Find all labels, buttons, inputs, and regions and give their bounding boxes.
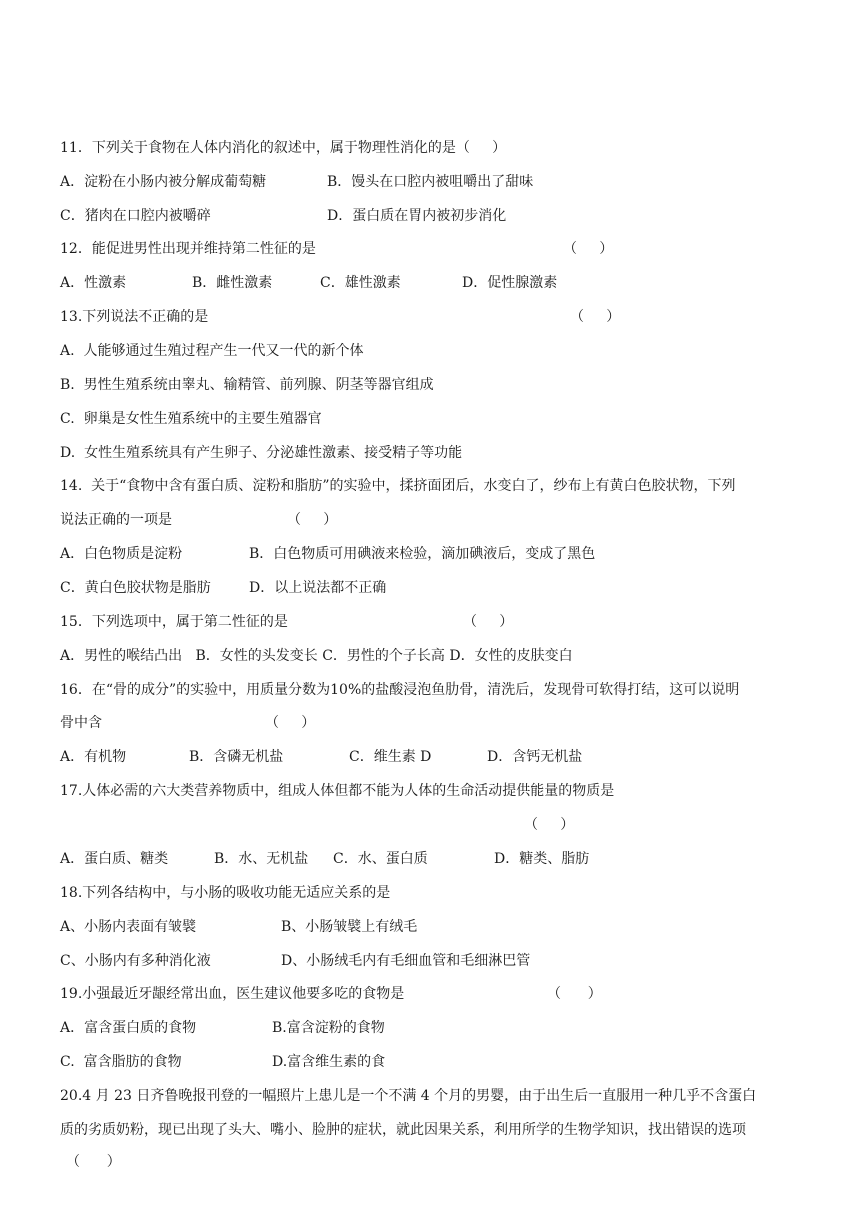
question-19-option-a: A．富含蛋白质的食物 <box>60 1020 197 1036</box>
question-16-option-a: A．有机物 <box>60 749 127 765</box>
question-11-option-b: B．馒头在口腔内被咀嚼出了甜味 <box>327 174 534 190</box>
question-17-option-a: A．蛋白质、糖类 <box>60 851 169 867</box>
question-13-option-b: B. 男性生殖系统由睾丸、输精管、前列腺、阴茎等器官组成 <box>60 377 434 393</box>
question-17-option-b: B．水、无机盐 <box>214 851 309 867</box>
question-18-stem: 18.下列各结构中，与小肠的吸收功能无适应关系的是 <box>60 885 391 901</box>
question-19-option-c: C. 富含脂肪的食物 <box>60 1054 182 1070</box>
question-11-option-d: D．蛋白质在胃内被初步消化 <box>327 208 507 224</box>
question-14-option-c: C．黄白色胶状物是脂肪 <box>60 580 211 596</box>
question-15-stem: 15．下列选项中，属于第二性征的是 <box>60 614 288 630</box>
question-18-option-c: C、小肠内有多种消化液 <box>60 953 211 969</box>
question-19-option-d: D.富含维生素的食 <box>272 1054 386 1070</box>
question-13-stem: 13.下列说法不正确的是 <box>60 309 209 325</box>
question-14-answer-bracket: （ ） <box>287 512 338 528</box>
question-13-answer-bracket: （ ） <box>570 309 621 325</box>
question-11-option-a: A．淀粉在小肠内被分解成葡萄糖 <box>60 174 267 190</box>
question-12-answer-bracket: （ ） <box>563 241 614 257</box>
question-18-option-d: D、小肠绒毛内有毛细血管和毛细淋巴管 <box>281 953 531 969</box>
question-19-option-b: B.富含淀粉的食物 <box>272 1020 385 1036</box>
question-18-option-b: B、小肠皱襞上有绒毛 <box>281 919 418 935</box>
question-13-option-a: A. 人能够通过生殖过程产生一代又一代的新个体 <box>60 343 364 359</box>
question-12-option-a: A．性激素 <box>60 275 127 291</box>
question-12-stem: 12．能促进男性出现并维持第二性征的是 <box>60 241 316 257</box>
question-19-answer-bracket: （ ） <box>547 986 602 1002</box>
question-16-stem-line-1: 16．在“骨的成分”的实验中，用质量分数为10%的盐酸浸泡鱼肋骨，清洗后，发现骨可软得打结，这可以说明 <box>60 682 740 698</box>
question-16-option-d: D．含钙无机盐 <box>487 749 583 765</box>
question-17-option-d: D．糖类、脂肪 <box>494 851 590 867</box>
question-14-option-d: D．以上说法都不正确 <box>249 580 387 596</box>
question-13-option-d: D. 女性生殖系统具有产生卵子、分泌雄性激素、接受精子等功能 <box>60 445 463 461</box>
question-19-stem: 19.小强最近牙龈经常出血，医生建议他要多吃的食物是 <box>60 986 405 1002</box>
question-17-answer-bracket: （ ） <box>524 817 575 833</box>
question-17-stem: 17.人体必需的六大类营养物质中，组成人体但都不能为人体的生命活动提供能量的物质是 <box>60 783 615 799</box>
question-20-answer-bracket: （ ） <box>66 1154 121 1170</box>
question-11-stem: 11．下列关于食物在人体内消化的叙述中，属于物理性消化的是（ ） <box>60 140 507 156</box>
question-20-stem-line-1: 20.4 月 23 日齐鲁晚报刊登的一幅照片上患儿是一个不满 4 个月的男婴，由于出生后一直服用一种几乎不含蛋白 <box>60 1088 757 1104</box>
question-20-stem-line-2: 质的劣质奶粉，现已出现了头大、嘴小、脸肿的症状，就此因果关系，利用所学的生物学知识，找出错误的选项 <box>60 1122 746 1138</box>
question-14-stem-line-1: 14. 关于“食物中含有蛋白质、淀粉和脂肪”的实验中，揉挤面团后，水变白了，纱布上有黄白色胶状物，下列 <box>60 478 736 494</box>
question-18-option-a: A、小肠内表面有皱襞 <box>60 919 197 935</box>
question-12-option-c: C．雄性激素 <box>320 275 401 291</box>
question-16-option-b: B．含磷无机盐 <box>189 749 284 765</box>
question-11-option-c: C．猪肉在口腔内被嚼碎 <box>60 208 211 224</box>
question-14-stem-line-2: 说法正确的一项是 <box>60 512 172 528</box>
question-16-option-c: C．维生素 D <box>349 749 432 765</box>
question-15-options: A．男性的喉结凸出 B．女性的头发变长 C．男性的个子长高 D．女性的皮肤变白 <box>60 648 573 664</box>
question-17-option-c: C．水、蛋白质 <box>333 851 428 867</box>
question-15-answer-bracket: （ ） <box>463 614 514 630</box>
question-14-option-b: B．白色物质可用碘液来检验，滴加碘液后，变成了黑色 <box>249 546 596 562</box>
question-12-option-b: B．雌性激素 <box>192 275 273 291</box>
question-13-option-c: C. 卵巢是女性生殖系统中的主要生殖器官 <box>60 411 322 427</box>
question-14-option-a: A．白色物质是淀粉 <box>60 546 183 562</box>
question-12-option-d: D．促性腺激素 <box>462 275 558 291</box>
question-16-stem-line-2: 骨中含 <box>60 715 102 731</box>
question-16-answer-bracket: （ ） <box>265 715 316 731</box>
